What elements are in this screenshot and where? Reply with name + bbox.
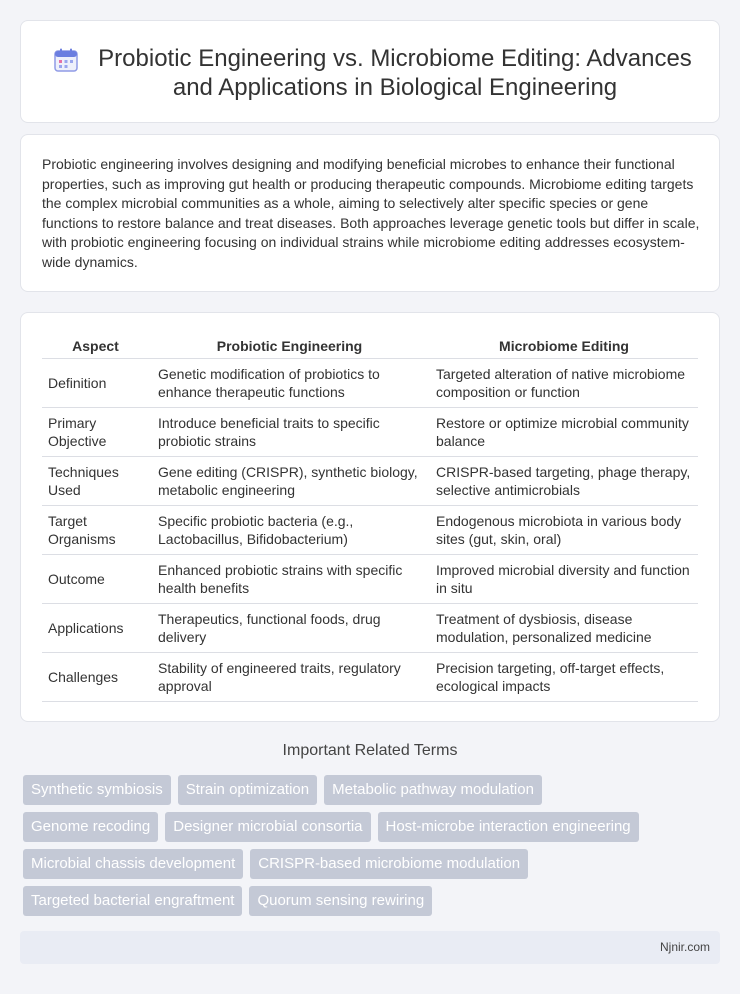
table-row (42, 407, 698, 456)
tag-synthetic-symbiosis[interactable]: Synthetic symbiosis (23, 775, 171, 805)
intro-paragraph: Probiotic engineering involves designing and modifying beneficial microbes to enhance their functional properties, such as improving gut health or producing therapeutic compounds. Microbiome editing targets the complex microbial communities as a whole, aiming to selectively alter specific species or gene functions to restore balance and treat diseases. Both approaches leverage genetic tools but differ in scale, with probiotic engineering focusing on individual strains while microbiome editing addresses ecosystem-wide dynamics. (42, 156, 700, 270)
row-probiotic-value: Therapeutics, functional foods, drug delivery (149, 603, 427, 652)
tag-strain-optimization[interactable]: Strain optimization (178, 775, 317, 805)
table-row (42, 505, 698, 554)
comparison-table (42, 334, 698, 702)
row-probiotic-value: Genetic modification of probiotics to enhance therapeutic functions (149, 358, 427, 407)
table-row (42, 554, 698, 603)
row-probiotic-value: Gene editing (CRISPR), synthetic biology, metabolic engineering (149, 456, 427, 505)
tag-row (23, 812, 713, 842)
tag-row (23, 849, 713, 879)
tag-host-microbe-interaction-engineering[interactable]: Host-microbe interaction engineering (378, 812, 639, 842)
comparison-table-card (20, 312, 720, 722)
row-probiotic-value: Enhanced probiotic strains with specific health benefits (149, 554, 427, 603)
table-row (42, 358, 698, 407)
tag-row (23, 886, 713, 916)
tag-designer-microbial-consortia[interactable]: Designer microbial consortia (165, 812, 370, 842)
calendar-icon (54, 48, 78, 72)
row-aspect: Techniques Used (42, 456, 149, 505)
tag-crispr-based-microbiome-modulation[interactable]: CRISPR-based microbiome modulation (250, 849, 528, 879)
header-microbiome-editing: Microbiome Editing (427, 334, 698, 358)
footer-site-link[interactable]: Njnir.com (659, 940, 710, 954)
row-probiotic-value: Stability of engineered traits, regulatory approval (149, 652, 427, 701)
footer (20, 931, 720, 964)
tag-metabolic-pathway-modulation[interactable]: Metabolic pathway modulation (324, 775, 542, 805)
row-aspect: Applications (42, 603, 149, 652)
row-aspect: Outcome (42, 554, 149, 603)
row-aspect: Target Organisms (42, 505, 149, 554)
row-probiotic-value: Introduce beneficial traits to specific probiotic strains (149, 407, 427, 456)
table-header-row (42, 334, 698, 358)
row-aspect: Primary Objective (42, 407, 149, 456)
intro-card (20, 134, 720, 292)
page-title: Probiotic Engineering vs. Microbiome Editing: Advances and Applications in Biological Engineering (98, 45, 692, 101)
row-microbiome-value: Targeted alteration of native microbiome composition or function (427, 358, 698, 407)
row-microbiome-value: Improved microbial diversity and function in situ (427, 554, 698, 603)
tag-genome-recoding[interactable]: Genome recoding (23, 812, 158, 842)
tag-targeted-bacterial-engraftment[interactable]: Targeted bacterial engraftment (23, 886, 242, 916)
row-microbiome-value: CRISPR-based targeting, phage therapy, selective antimicrobials (427, 456, 698, 505)
row-aspect: Definition (42, 358, 149, 407)
table-row (42, 652, 698, 701)
tag-row (23, 775, 713, 805)
table-row (42, 456, 698, 505)
row-aspect: Challenges (42, 652, 149, 701)
row-microbiome-value: Precision targeting, off-target effects, ecological impacts (427, 652, 698, 701)
tag-quorum-sensing-rewiring[interactable]: Quorum sensing rewiring (249, 886, 432, 916)
header-probiotic-engineering: Probiotic Engineering (149, 334, 427, 358)
related-terms-list (23, 775, 713, 923)
header-aspect: Aspect (42, 334, 149, 358)
row-probiotic-value: Specific probiotic bacteria (e.g., Lactobacillus, Bifidobacterium) (149, 505, 427, 554)
table-row (42, 603, 698, 652)
row-microbiome-value: Restore or optimize microbial community balance (427, 407, 698, 456)
row-microbiome-value: Treatment of dysbiosis, disease modulation, personalized medicine (427, 603, 698, 652)
row-microbiome-value: Endogenous microbiota in various body sites (gut, skin, oral) (427, 505, 698, 554)
title-card (20, 20, 720, 123)
tag-microbial-chassis-development[interactable]: Microbial chassis development (23, 849, 243, 879)
related-terms-heading: Important Related Terms (282, 742, 458, 759)
